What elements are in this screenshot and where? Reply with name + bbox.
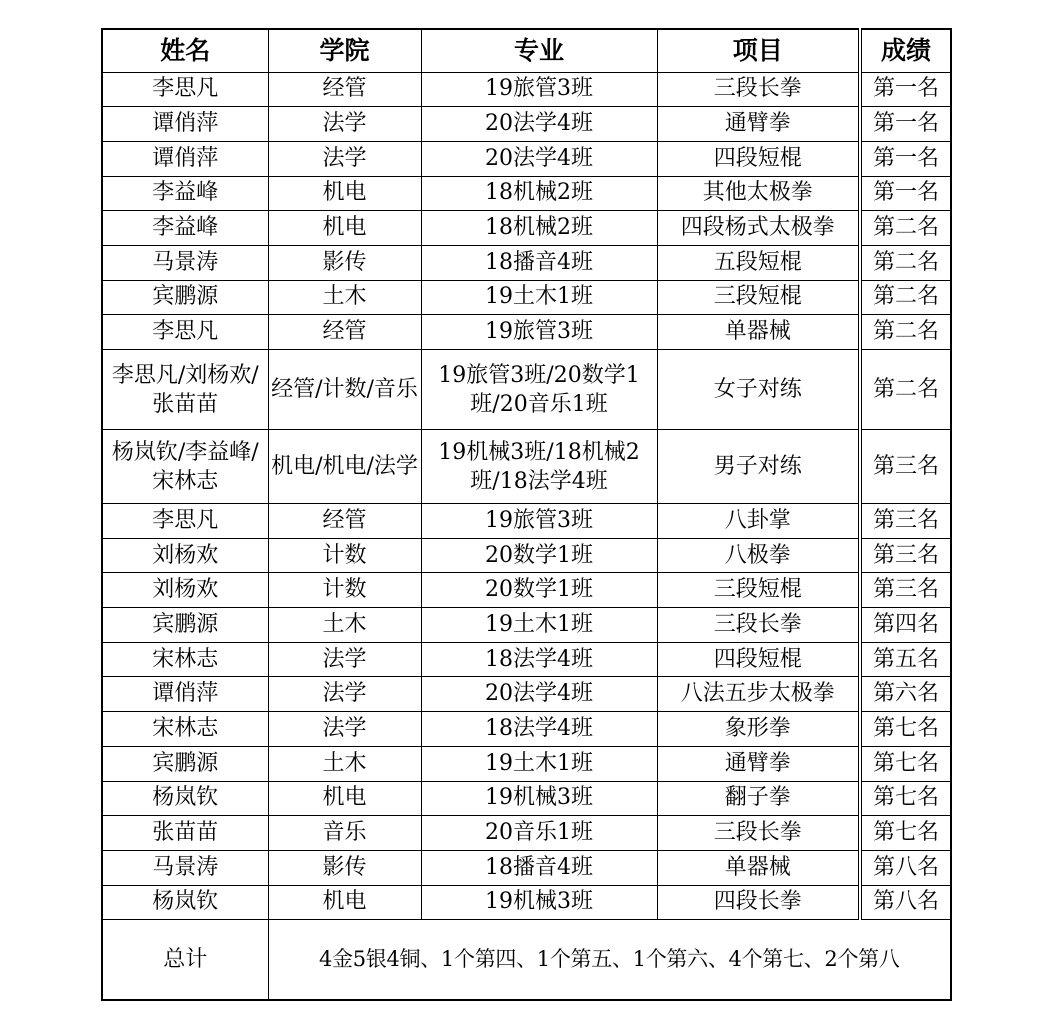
- cell-name: 谭俏萍: [102, 677, 268, 712]
- cell-rank: 第二名: [860, 280, 951, 315]
- table-row: [102, 573, 951, 608]
- table-row: [102, 712, 951, 747]
- table-row: [102, 280, 951, 315]
- cell-event: 四段杨式太极拳: [657, 211, 860, 246]
- table-row: [102, 608, 951, 643]
- cell-rank: 第一名: [860, 107, 951, 142]
- cell-rank: 第一名: [860, 72, 951, 107]
- cell-name: 宋林志: [102, 642, 268, 677]
- cell-college: 计数: [268, 573, 421, 608]
- cell-major: 19机械3班: [421, 781, 657, 816]
- cell-major: 19旅管3班: [421, 315, 657, 350]
- cell-college: 影传: [268, 245, 421, 280]
- cell-event: 通臂拳: [657, 107, 860, 142]
- cell-college: 法学: [268, 141, 421, 176]
- cell-rank: 第八名: [860, 885, 951, 920]
- cell-rank: 第七名: [860, 712, 951, 747]
- cell-major: 20法学4班: [421, 141, 657, 176]
- cell-rank: 第二名: [860, 350, 951, 430]
- table-row: [102, 107, 951, 142]
- cell-major: 20法学4班: [421, 107, 657, 142]
- cell-event: 其他太极拳: [657, 176, 860, 211]
- table-row: [102, 781, 951, 816]
- table-row: [102, 746, 951, 781]
- cell-name: 李益峰: [102, 176, 268, 211]
- header-row: [102, 29, 951, 72]
- cell-name: 张苗苗: [102, 816, 268, 851]
- cell-college: 经管: [268, 72, 421, 107]
- cell-rank: 第二名: [860, 211, 951, 246]
- table-row: [102, 72, 951, 107]
- table-row: [102, 245, 951, 280]
- cell-rank: 第六名: [860, 677, 951, 712]
- cell-college: 音乐: [268, 816, 421, 851]
- cell-event: 翻子拳: [657, 781, 860, 816]
- cell-rank: 第三名: [860, 430, 951, 504]
- cell-event: 单器械: [657, 850, 860, 885]
- cell-college: 法学: [268, 712, 421, 747]
- cell-college: 法学: [268, 677, 421, 712]
- cell-college: 机电: [268, 176, 421, 211]
- cell-name: 李思凡: [102, 72, 268, 107]
- cell-major: 19旅管3班/20数学1班/20音乐1班: [421, 350, 657, 430]
- table-row: [102, 176, 951, 211]
- table-row: [102, 211, 951, 246]
- cell-college: 经管: [268, 504, 421, 539]
- cell-name: 杨岚钦: [102, 781, 268, 816]
- table-row: [102, 850, 951, 885]
- cell-event: 八法五步太极拳: [657, 677, 860, 712]
- table-row: [102, 885, 951, 920]
- cell-major: 18机械2班: [421, 176, 657, 211]
- cell-major: 18播音4班: [421, 245, 657, 280]
- cell-name: 李思凡/刘杨欢/张苗苗: [102, 350, 268, 430]
- cell-event: 通臂拳: [657, 746, 860, 781]
- cell-name: 马景涛: [102, 850, 268, 885]
- cell-rank: 第八名: [860, 850, 951, 885]
- table-row: [102, 350, 951, 430]
- cell-major: 20数学1班: [421, 538, 657, 573]
- table-row: [102, 504, 951, 539]
- cell-major: 18播音4班: [421, 850, 657, 885]
- cell-name: 谭俏萍: [102, 107, 268, 142]
- header-rank: 成绩: [860, 29, 951, 72]
- cell-college: 土木: [268, 608, 421, 643]
- cell-college: 机电: [268, 781, 421, 816]
- cell-major: 19机械3班/18机械2班/18法学4班: [421, 430, 657, 504]
- cell-college: 法学: [268, 107, 421, 142]
- cell-college: 机电: [268, 211, 421, 246]
- cell-rank: 第二名: [860, 245, 951, 280]
- table-row: [102, 315, 951, 350]
- cell-event: 八卦掌: [657, 504, 860, 539]
- cell-college: 影传: [268, 850, 421, 885]
- cell-major: 19机械3班: [421, 885, 657, 920]
- cell-event: 五段短棍: [657, 245, 860, 280]
- cell-rank: 第四名: [860, 608, 951, 643]
- cell-rank: 第七名: [860, 816, 951, 851]
- cell-rank: 第一名: [860, 141, 951, 176]
- header-event: 项目: [657, 29, 860, 72]
- table-row: [102, 538, 951, 573]
- table-row: [102, 677, 951, 712]
- summary-text: 4金5银4铜、1个第四、1个第五、1个第六、4个第七、2个第八: [268, 920, 951, 1000]
- cell-major: 18法学4班: [421, 712, 657, 747]
- cell-college: 经管: [268, 315, 421, 350]
- cell-event: 四段短棍: [657, 642, 860, 677]
- cell-event: 四段短棍: [657, 141, 860, 176]
- cell-event: 女子对练: [657, 350, 860, 430]
- cell-event: 男子对练: [657, 430, 860, 504]
- results-table: [101, 28, 952, 1001]
- cell-college: 机电/机电/法学: [268, 430, 421, 504]
- cell-name: 李益峰: [102, 211, 268, 246]
- cell-event: 四段长拳: [657, 885, 860, 920]
- cell-name: 宋林志: [102, 712, 268, 747]
- cell-rank: 第三名: [860, 504, 951, 539]
- table-body: [102, 72, 951, 920]
- cell-name: 李思凡: [102, 504, 268, 539]
- table-row: [102, 430, 951, 504]
- cell-event: 八极拳: [657, 538, 860, 573]
- table-row: [102, 642, 951, 677]
- cell-event: 单器械: [657, 315, 860, 350]
- cell-major: 19土木1班: [421, 280, 657, 315]
- cell-major: 20法学4班: [421, 677, 657, 712]
- cell-name: 宾鹏源: [102, 608, 268, 643]
- cell-major: 19土木1班: [421, 746, 657, 781]
- cell-event: 三段短棍: [657, 573, 860, 608]
- cell-college: 机电: [268, 885, 421, 920]
- cell-rank: 第一名: [860, 176, 951, 211]
- cell-college: 土木: [268, 746, 421, 781]
- cell-college: 土木: [268, 280, 421, 315]
- cell-rank: 第三名: [860, 573, 951, 608]
- cell-event: 象形拳: [657, 712, 860, 747]
- cell-name: 刘杨欢: [102, 573, 268, 608]
- cell-name: 马景涛: [102, 245, 268, 280]
- cell-event: 三段长拳: [657, 72, 860, 107]
- cell-name: 谭俏萍: [102, 141, 268, 176]
- summary-label: 总计: [102, 920, 268, 1000]
- cell-name: 宾鹏源: [102, 280, 268, 315]
- cell-name: 杨岚钦/李益峰/宋林志: [102, 430, 268, 504]
- cell-major: 20音乐1班: [421, 816, 657, 851]
- header-name: 姓名: [102, 29, 268, 72]
- cell-major: 19旅管3班: [421, 504, 657, 539]
- table-row: [102, 816, 951, 851]
- cell-major: 18法学4班: [421, 642, 657, 677]
- table-row: [102, 141, 951, 176]
- cell-major: 19土木1班: [421, 608, 657, 643]
- cell-major: 18机械2班: [421, 211, 657, 246]
- cell-rank: 第三名: [860, 538, 951, 573]
- header-college: 学院: [268, 29, 421, 72]
- cell-rank: 第五名: [860, 642, 951, 677]
- cell-name: 刘杨欢: [102, 538, 268, 573]
- cell-event: 三段短棍: [657, 280, 860, 315]
- cell-name: 李思凡: [102, 315, 268, 350]
- cell-event: 三段长拳: [657, 816, 860, 851]
- cell-major: 20数学1班: [421, 573, 657, 608]
- cell-name: 杨岚钦: [102, 885, 268, 920]
- cell-college: 法学: [268, 642, 421, 677]
- cell-rank: 第二名: [860, 315, 951, 350]
- header-major: 专业: [421, 29, 657, 72]
- cell-event: 三段长拳: [657, 608, 860, 643]
- cell-college: 计数: [268, 538, 421, 573]
- cell-rank: 第七名: [860, 781, 951, 816]
- cell-college: 经管/计数/音乐: [268, 350, 421, 430]
- summary-row: [102, 920, 951, 1000]
- cell-rank: 第七名: [860, 746, 951, 781]
- cell-name: 宾鹏源: [102, 746, 268, 781]
- cell-major: 19旅管3班: [421, 72, 657, 107]
